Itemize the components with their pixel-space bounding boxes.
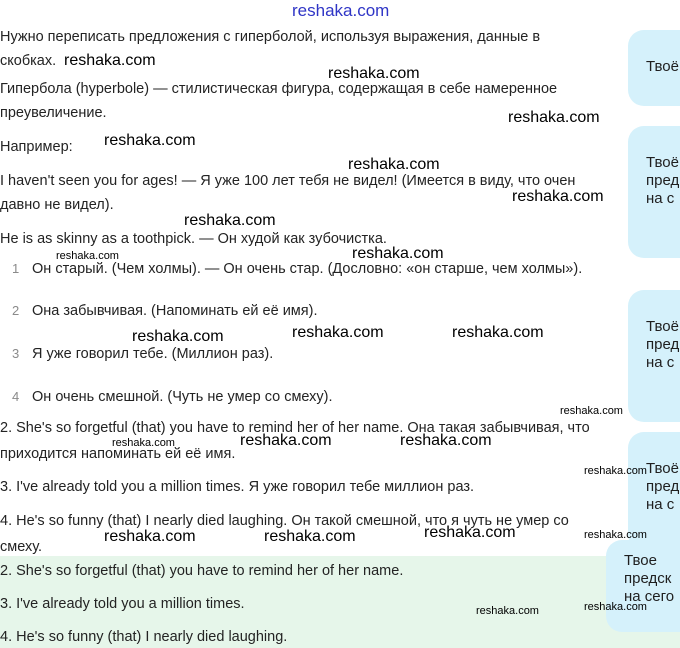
answer-4-line2: смеху.: [0, 539, 43, 555]
example-1-line1: I haven't seen you for ages! — Я уже 100 лет тебя не видел! (Имеется в виду, что очен: [0, 173, 576, 189]
card-text: на с: [646, 496, 675, 513]
watermark: reshaka.com: [240, 432, 332, 449]
answer-4-line1: 4. He's so funny (that) I nearly died laughing. Он такой смешной, что я чуть не умер со: [0, 513, 569, 529]
task-item: Он очень смешной. (Чуть не умер со смеху).: [32, 389, 333, 405]
task-instruction-line1: Нужно переписать предложения с гиперболой, используя выражения, данные в: [0, 29, 541, 45]
card-text: Твоё: [646, 58, 679, 75]
card-text: Твоё: [646, 460, 679, 477]
card-text: пред: [646, 478, 680, 495]
watermark: reshaka.com: [184, 212, 276, 229]
watermark: reshaka.com: [452, 324, 544, 341]
watermark: reshaka.com: [584, 601, 647, 613]
card-text: Твое: [624, 552, 657, 569]
final-answer-4: 4. He's so funny (that) I nearly died laughing.: [0, 629, 288, 645]
watermark: reshaka.com: [560, 405, 623, 417]
watermark: reshaka.com: [348, 156, 440, 173]
example-1-line2: давно не видел).: [0, 197, 114, 213]
card-text: на сего: [624, 588, 675, 605]
task-number: 3: [12, 346, 20, 361]
watermark: reshaka.com: [264, 528, 356, 545]
card-text: Твоё: [646, 154, 679, 171]
watermark: reshaka.com: [584, 465, 647, 477]
task-instruction-line2: скобках.: [0, 53, 57, 69]
definition-line2: преувеличение.: [0, 105, 107, 121]
answer-2-line1: 2. She's so forgetful (that) you have to remind her of her name. Она такая забывчивая, что: [0, 420, 590, 436]
example-2: He is as skinny as a toothpick. — Он худой как зубочистка.: [0, 231, 387, 247]
watermark: reshaka.com: [328, 65, 420, 82]
task-number: 2: [12, 303, 20, 318]
watermark: reshaka.com: [400, 432, 492, 449]
prediction-card-5[interactable]: [606, 540, 680, 632]
watermark: reshaka.com: [424, 524, 516, 541]
card-text: Твоё: [646, 318, 679, 335]
watermark: reshaka.com: [112, 437, 175, 449]
final-answer-3: 3. I've already told you a million times.: [0, 596, 245, 612]
task-number: 4: [12, 389, 20, 404]
watermark: reshaka.com: [584, 529, 647, 541]
task-item: Она забывчивая. (Напоминать ей её имя).: [32, 303, 318, 319]
final-answer-2: 2. She's so forgetful (that) you have to remind her of her name.: [0, 563, 404, 579]
task-item: Он старый. (Чем холмы). — Он очень стар. (Дословно: «он старше, чем холмы»).: [32, 261, 583, 277]
watermark-top: reshaka.com: [292, 1, 390, 20]
card-text: пред: [646, 172, 680, 189]
prediction-card-2[interactable]: [628, 126, 680, 258]
watermark: reshaka.com: [352, 245, 444, 262]
watermark: reshaka.com: [104, 132, 196, 149]
watermark: reshaka.com: [476, 605, 539, 617]
watermark: reshaka.com: [508, 109, 600, 126]
answer-2-line2: приходится напоминать ей её имя.: [0, 446, 236, 462]
task-number: 1: [12, 261, 20, 276]
prediction-card-1[interactable]: [628, 30, 680, 106]
card-text: предск: [624, 570, 672, 587]
prediction-card-3[interactable]: [628, 290, 680, 422]
card-text: на с: [646, 354, 675, 371]
card-text: на с: [646, 190, 675, 207]
card-text: пред: [646, 336, 680, 353]
example-label: Например:: [0, 139, 73, 155]
task-item: Я уже говорил тебе. (Миллион раз).: [32, 346, 274, 362]
watermark: reshaka.com: [64, 52, 156, 69]
definition-line1: Гипербола (hyperbole) — стилистическая фигура, содержащая в себе намеренное: [0, 81, 558, 97]
watermark: reshaka.com: [104, 528, 196, 545]
watermark: reshaka.com: [512, 188, 604, 205]
answer-3: 3. I've already told you a million times. Я уже говорил тебе миллион раз.: [0, 479, 475, 495]
watermark: reshaka.com: [56, 250, 119, 262]
watermark: reshaka.com: [292, 324, 384, 341]
watermark: reshaka.com: [132, 328, 224, 345]
